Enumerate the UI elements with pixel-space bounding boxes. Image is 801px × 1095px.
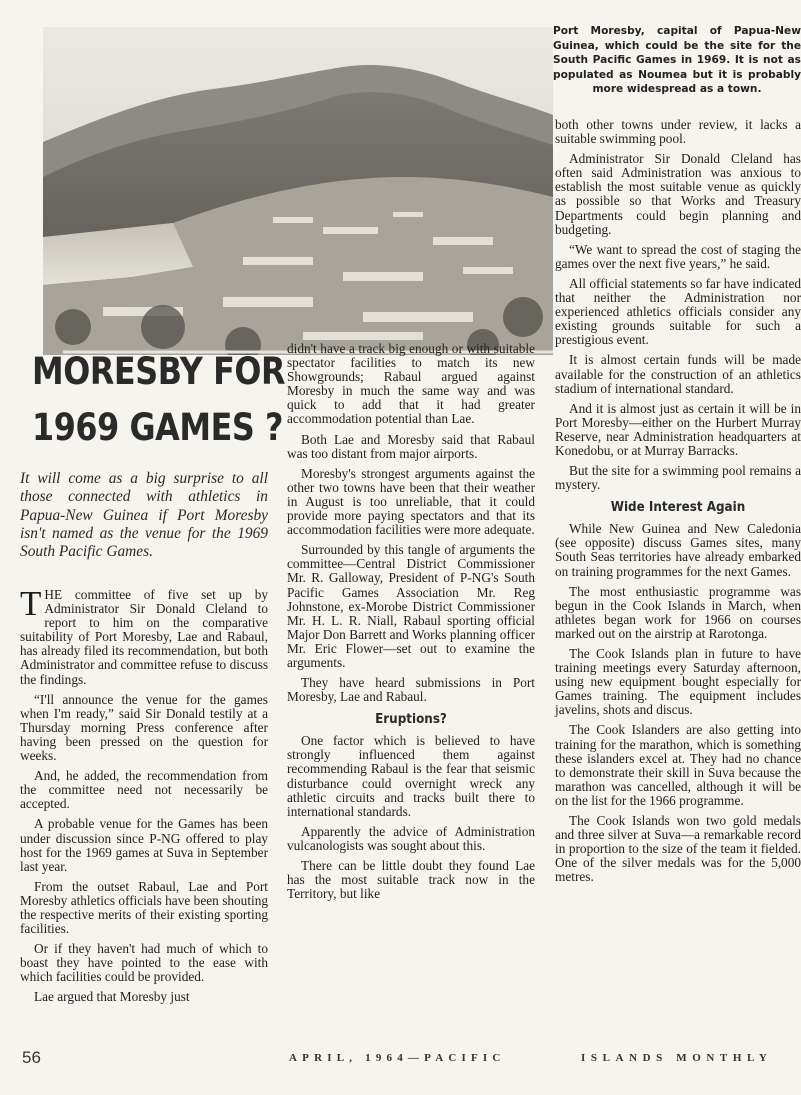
article-paragraph: Administrator Sir Donald Cleland has often said Administration was anxious to establish the most suitable venue as quickly as possible so that Works and Treasury Departments could begin planning and budgeting. [555, 151, 801, 237]
article-paragraph: There can be little doubt they found Lae has the most suitable track now in the Territory, but like [287, 858, 535, 902]
article-column-3 [555, 118, 801, 891]
article-paragraph: Surrounded by this tangle of arguments the committee—Central District Commissioner Mr. R. Galloway, President of P-NG's South Pacific Games Association Mr. Reg Johnstone, ex-Morobe District Commissioner Mr. H. L. R. Niall, Rabaul sporting official Major Don Barrett and Works planning officer Mr. Eric Flower—set out to examine the arguments. [287, 542, 535, 670]
subheading-eruptions: Eruptions? [375, 711, 447, 728]
article-column-2 [287, 342, 535, 907]
article-paragraph: didn't have a track big enough or with suitable spectator facilities to match its new Showgrounds; Rabaul argued against Moresby in much the same way and was quick to add that it had greater accommodation potential than Lae. [287, 341, 535, 427]
article-paragraph: A probable venue for the Games has been under discussion since P-NG offered to play host for the 1969 games at Suva in September last year. [20, 816, 268, 874]
drop-cap: T [20, 584, 42, 623]
article-paragraph: And, he added, the recommendation from the committee need not necessarily be accepted. [20, 768, 268, 812]
footer-issue-date: APRIL, 1964—PACIFIC [289, 1052, 506, 1064]
subheading-wide-interest: Wide Interest Again [610, 499, 746, 516]
article-paragraph: both other towns under review, it lacks a suitable swimming pool. [555, 117, 801, 147]
harbour-town-photo [43, 27, 553, 355]
article-paragraph: From the outset Rabaul, Lae and Port Moresby athletics officials have been shouting the respective merits of their existing sporting facilities. [20, 878, 268, 937]
article-paragraph: “We want to spread the cost of staging the games over the next five years,” he said. [555, 241, 801, 271]
article-paragraph: One factor which is believed to have strongly influenced them against recommending Rabaul is the fear that seismic disturbance could overnight wreck any athletic circuits and tracks built there to international standards. [287, 733, 535, 819]
article-paragraph: Or if they haven't had much of which to boast they have pointed to the ease with which facilities could be provided. [20, 941, 268, 985]
photo-caption: Port Moresby, capital of Papua-New Guinea, which could be the site for the South Pacific Games in 1969. It is not as populated as Noumea but it is probably more widespread as a town. [553, 25, 801, 96]
article-paragraph: While New Guinea and New Caledonia (see opposite) discuss Games sites, many South Seas territories have already embarked on training programmes for the next Games. [555, 521, 801, 579]
article-paragraph: Moresby's strongest arguments against the other two towns have been that their weather in August is too unreliable, that it could provide more paying spectators and that its accommodation facilities were more adequate. [287, 465, 535, 538]
photo-illustration [43, 27, 553, 355]
footer-publication-name: ISLANDS MONTHLY [581, 1052, 773, 1064]
intro-standfirst: It will come as a big surprise to all those connected with athletics in Papua-New Guinea if Port Moresby isn't named as the venue for the 1969 South Pacific Games. [20, 470, 268, 561]
article-paragraph: THE committee of five set up by Administrator Sir Donald Cleland to report to him on the comparative suitability of Port Moresby, Lae and Rabaul, has already filed its recommendation, but both Administrator and committee refuse to discuss the findings. [20, 584, 268, 687]
article-paragraph: Apparently the advice of Administration vulcanologists was sought about this. [287, 823, 535, 853]
article-paragraph: They have heard submissions in Port Moresby, Lae and Rabaul. [287, 675, 535, 705]
article-paragraph: The Cook Islands won two gold medals and three silver at Suva—a remarkable record in proportion to the size of the team it fielded. One of the silver medals was for the 5,000 metres. [555, 813, 801, 885]
headline-line-1: MORESBY FOR [32, 350, 286, 393]
article-paragraph: But the site for a swimming pool remains a mystery. [555, 463, 801, 493]
article-paragraph: The most enthusiastic programme was begun in the Cook Islands in March, when athletes began work for 1966 on courses marked out on the airstrip at Rarotonga. [555, 583, 801, 641]
article-paragraph: It is almost certain funds will be made available for the construction of an athletics stadium of international standard. [555, 352, 801, 396]
article-column-1 [20, 584, 268, 1011]
article-paragraph: The Cook Islanders are also getting into training for the marathon, which is something these islanders excel at. They had no chance to demonstrate their skill in Suva because the marathon was cancelled, although it will be on the list for the 1966 programme. [555, 722, 801, 808]
article-paragraph: And it is almost just as certain it will be in Port Moresby—either on the Hurbert Murray Reserve, near Administration headquarters at Konedobu, or at Murray Barracks. [555, 400, 801, 458]
headline-line-2: 1969 GAMES ? [32, 406, 284, 449]
headline [32, 344, 286, 456]
article-paragraph: All official statements so far have indicated that neither the Administration nor experienced athletics officials consider any existing grounds suitable for such a prestigious event. [555, 275, 801, 348]
article-paragraph: “I'll announce the venue for the games when I'm ready,” said Sir Donald testily at a Thursday morning Press conference after having been pressed on the question for weeks. [20, 691, 268, 764]
article-paragraph: Lae argued that Moresby just [34, 989, 190, 1005]
article-paragraph: The Cook Islands plan in future to have training meetings every Saturday afternoon, using new equipment bought especially for Games training. The equipment includes javelins, shots and discus. [555, 646, 801, 718]
page-number: 56 [22, 1048, 41, 1067]
article-paragraph: Both Lae and Moresby said that Rabaul was too distant from major airports. [287, 431, 535, 461]
